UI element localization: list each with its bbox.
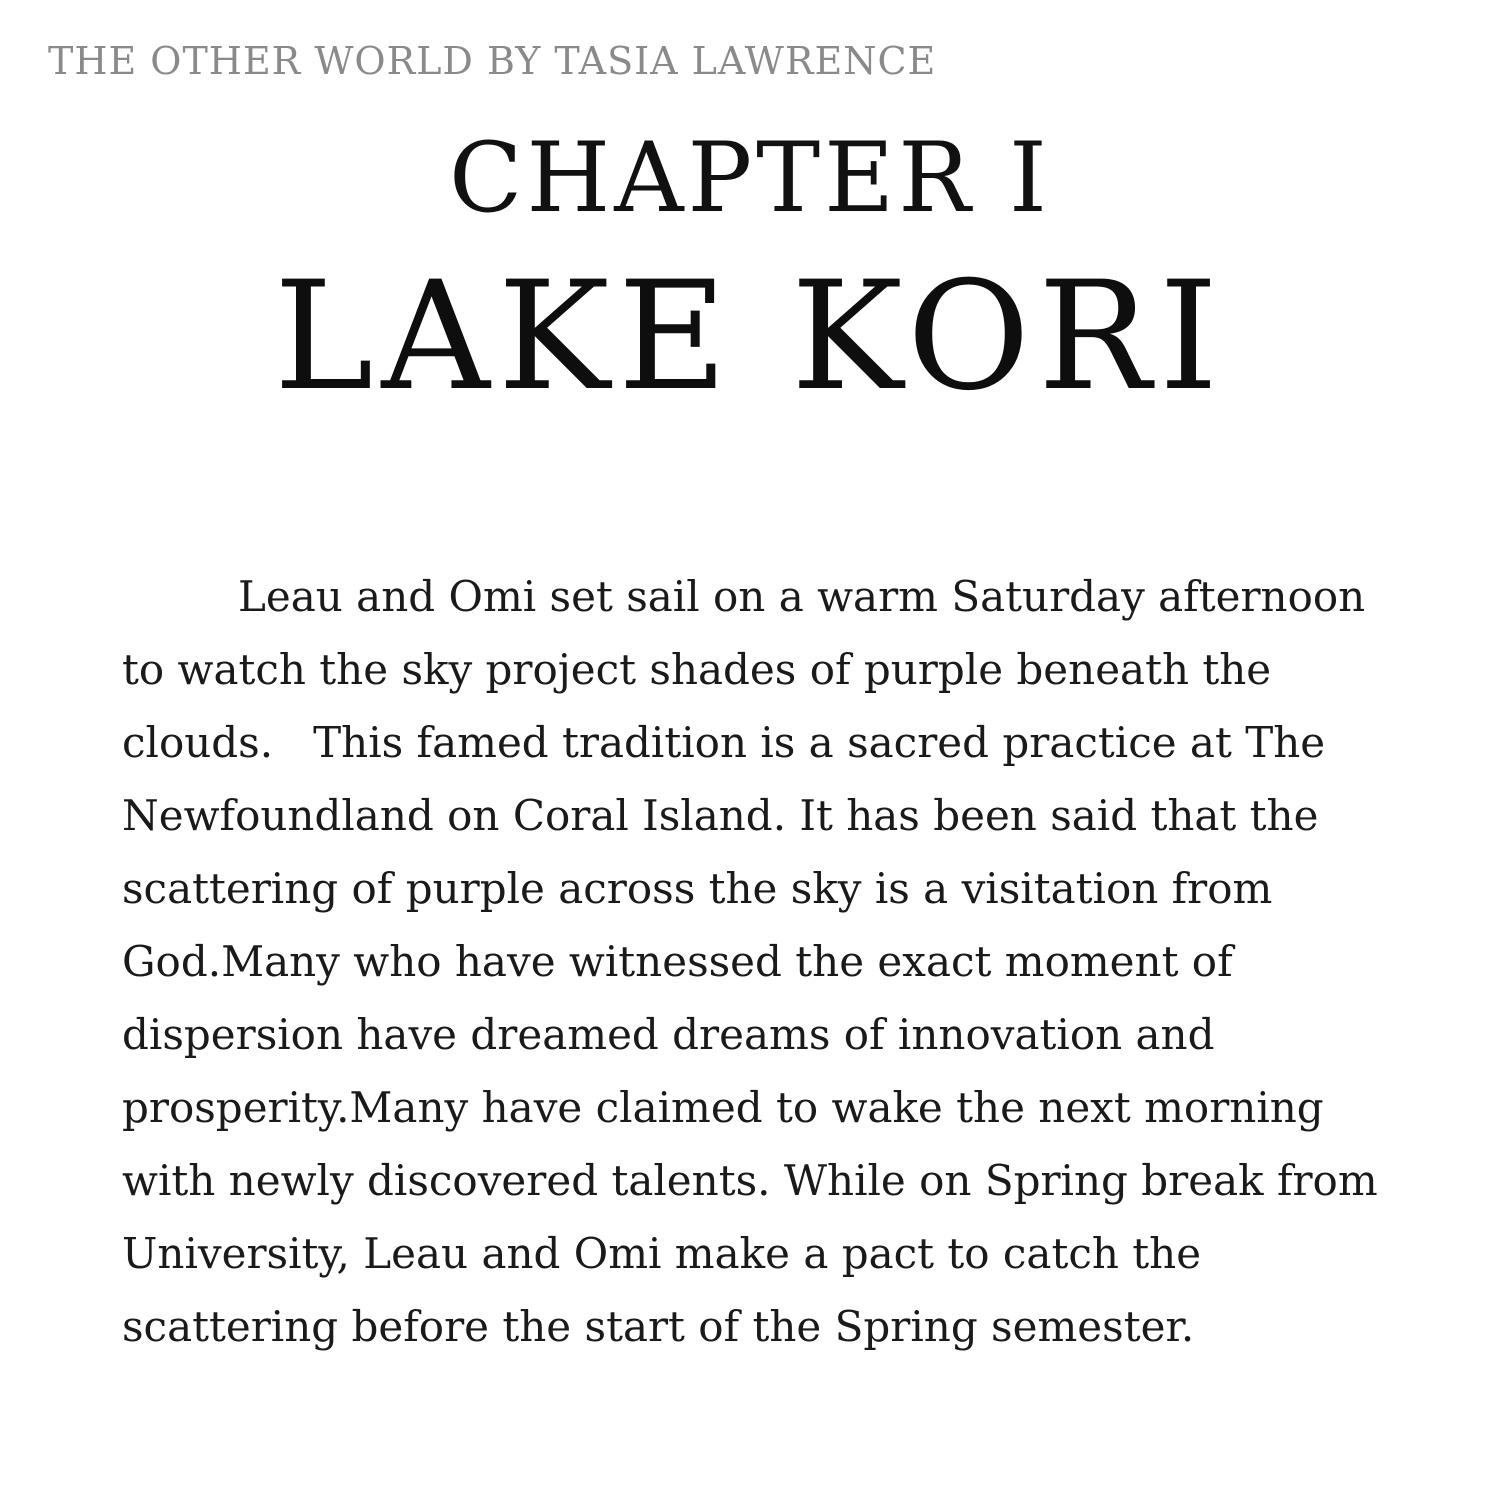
body-line: Leau and Omi set sail on a warm Saturday afternoon [238,572,1366,621]
running-header: THE OTHER WORLD BY TASIA LAWRENCE [48,39,937,83]
body-line: scattering before the start of the Spring semester. [122,1302,1195,1351]
body-line: to watch the sky project shades of purple beneath the [122,645,1272,694]
body-line: University, Leau and Omi make a pact to catch the [122,1229,1202,1278]
chapter-number: CHAPTER I [449,122,1051,234]
body-line: dispersion have dreamed dreams of innovation and [122,1010,1215,1059]
body-paragraph [122,560,1422,1363]
body-line: scattering of purple across the sky is a visitation from [122,864,1273,913]
body-line: God.Many who have witnessed the exact moment of [122,937,1233,986]
chapter-title: LAKE KORI [273,250,1227,424]
body-line: with newly discovered talents. While on Spring break from [122,1156,1378,1205]
body-line: clouds. This famed tradition is a sacred practice at The [122,718,1326,767]
body-line: Newfoundland on Coral Island. It has been said that the [122,791,1319,840]
body-line: prosperity.Many have claimed to wake the next morning [122,1083,1324,1132]
